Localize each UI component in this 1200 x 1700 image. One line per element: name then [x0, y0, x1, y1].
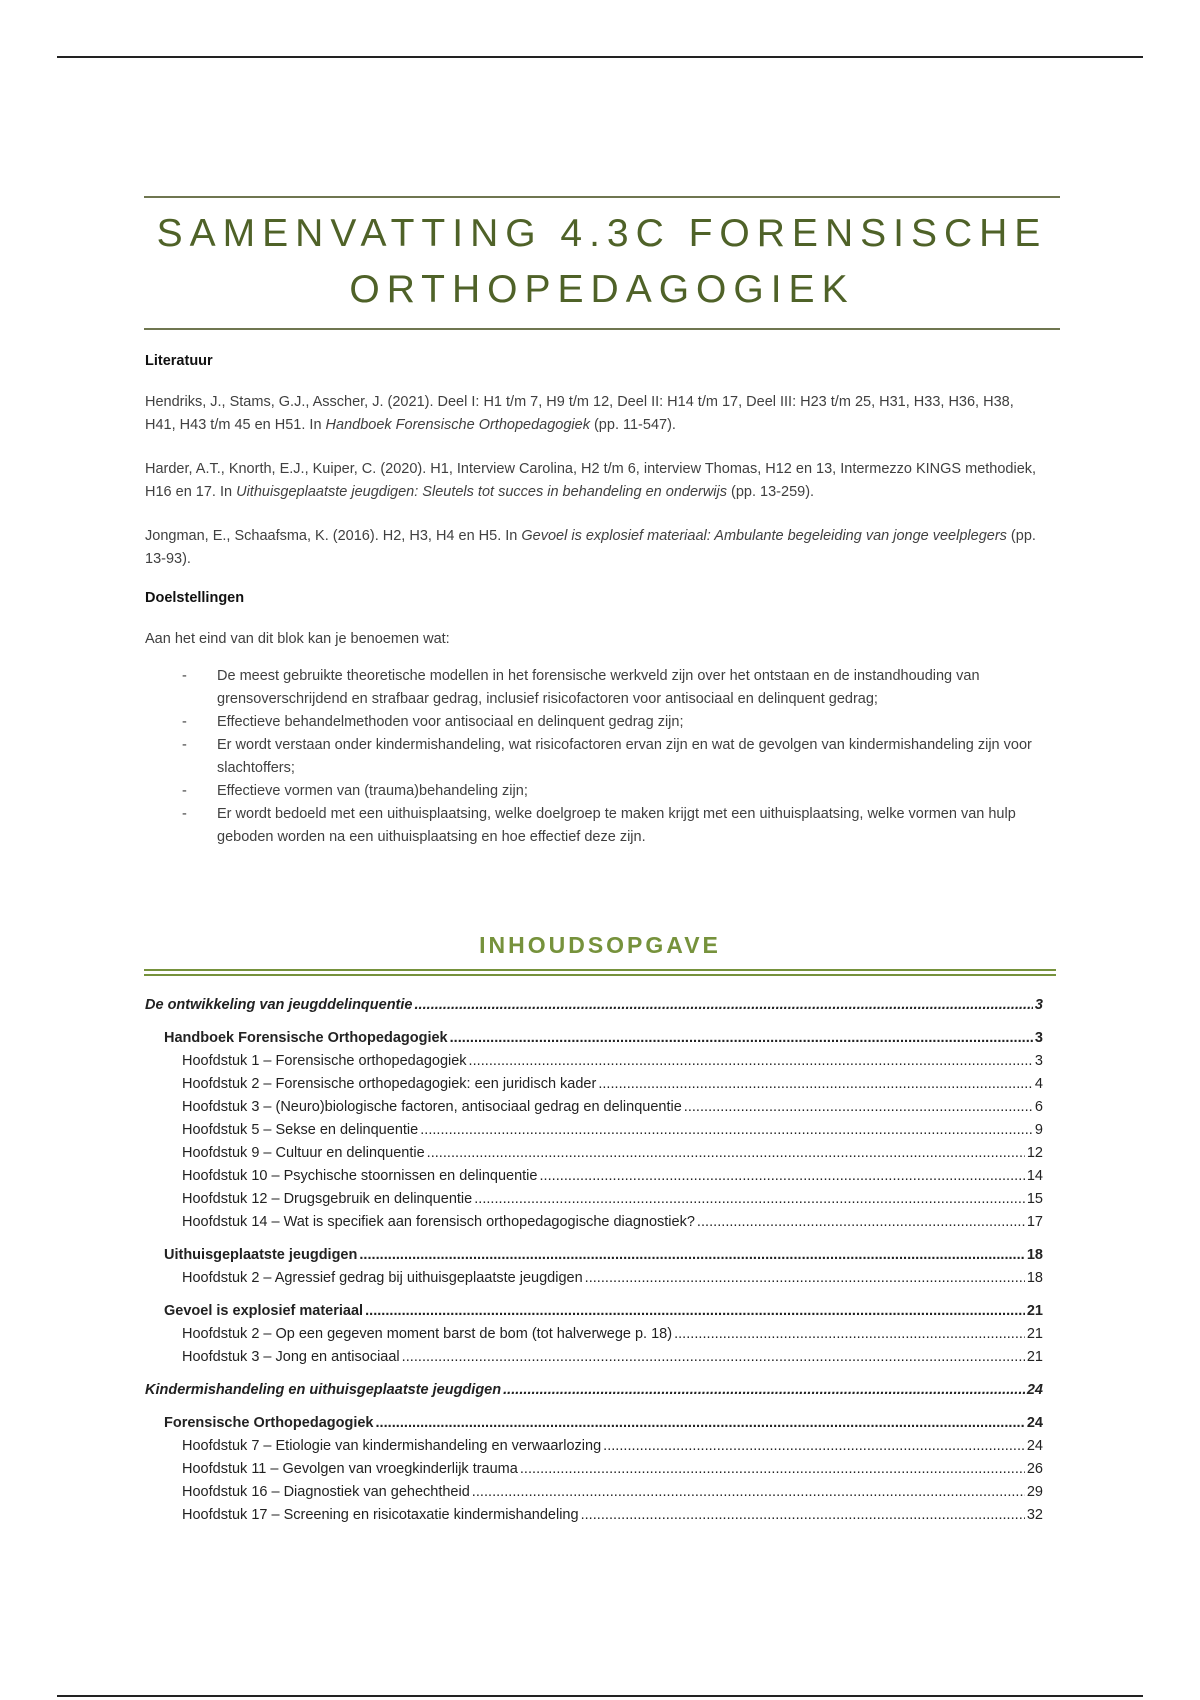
toc-entry-label: Hoofdstuk 2 – Op een gegeven moment barst de bom (tot halverwege p. 18)	[182, 1326, 673, 1342]
toc-entry-page: 24	[1026, 1382, 1043, 1398]
document-title	[144, 198, 1060, 328]
toc-entry[interactable]	[145, 1211, 1043, 1234]
literature-ref-2	[145, 458, 1045, 504]
toc-entry-label: Gevoel is explosief materiaal	[164, 1303, 364, 1319]
toc-entry-label: Hoofdstuk 1 – Forensische orthopedagogiek	[182, 1053, 467, 1069]
toc-entry-page: 4	[1034, 1076, 1043, 1092]
toc-dot-leader	[539, 1165, 1024, 1188]
list-dash: -	[182, 806, 187, 822]
toc-entry[interactable]	[145, 1435, 1043, 1458]
goal-text: Er wordt bedoeld met een uithuisplaatsing, welke doelgroep te maken krijgt met een uithuisplaatsing, welke vormen van hulp geboden worden na een uithuisplaatsing en hoe effectief deze zijn.	[217, 806, 1016, 845]
toc-entry[interactable]	[145, 1412, 1043, 1435]
toc-entry[interactable]	[145, 1027, 1043, 1050]
toc-entry[interactable]	[145, 1458, 1043, 1481]
ref-book-title: Uithuisgeplaatste jeugdigen: Sleutels tot succes in behandeling en onderwijs	[236, 484, 727, 500]
toc-entry-page: 14	[1026, 1168, 1043, 1184]
toc-rule	[144, 969, 1056, 976]
toc-dot-leader	[581, 1504, 1025, 1527]
toc-entry[interactable]	[145, 1244, 1043, 1267]
toc-dot-leader	[376, 1412, 1025, 1435]
toc-entry-label: Uithuisgeplaatste jeugdigen	[164, 1247, 358, 1263]
toc-entry[interactable]	[145, 1346, 1043, 1369]
goals-heading: Doelstellingen	[145, 590, 245, 606]
ref-book-title: Handboek Forensische Orthopedagogiek	[325, 417, 590, 433]
goal-text: Er wordt verstaan onder kindermishandeling, wat risicofactoren ervan zijn en wat de gevolgen van kindermishandeling zijn voor slachtoffers;	[217, 737, 1032, 776]
ref-pages: (pp. 13-93).	[145, 528, 1036, 567]
toc-entry[interactable]	[145, 1050, 1043, 1073]
toc-dot-leader	[474, 1188, 1025, 1211]
toc-entry[interactable]	[145, 1379, 1043, 1402]
toc-dot-leader	[365, 1300, 1025, 1323]
toc-entry-label: Hoofdstuk 5 – Sekse en delinquentie	[182, 1122, 419, 1138]
toc-entry-page: 3	[1034, 1030, 1043, 1046]
toc-entry-label: Hoofdstuk 14 – Wat is specifiek aan forensisch orthopedagogische diagnostiek?	[182, 1214, 695, 1230]
toc-entry-page: 12	[1026, 1145, 1043, 1161]
goal-text: De meest gebruikte theoretische modellen in het forensische werkveld zijn over het ontstaan en de instandhouding van grensoverschrijdend en strafbaar gedrag, inclusief risicofactoren voor antisociaal en delinquent gedrag;	[217, 668, 980, 707]
toc-entry-page: 3	[1034, 997, 1043, 1013]
toc-entry-page: 21	[1026, 1349, 1043, 1365]
toc-entry-page: 18	[1026, 1270, 1043, 1286]
toc-entry[interactable]	[145, 1073, 1043, 1096]
toc-entry-label: Hoofdstuk 16 – Diagnostiek van gehechtheid	[182, 1484, 470, 1500]
toc-entry-label: Forensische Orthopedagogiek	[164, 1415, 374, 1431]
toc-entry-label: Kindermishandeling en uithuisgeplaatste jeugdigen	[145, 1382, 502, 1398]
ref-pages: (pp. 11-547).	[589, 417, 676, 433]
toc-entry-page: 3	[1034, 1053, 1043, 1069]
toc-dot-leader	[420, 1119, 1033, 1142]
ref-book-title: Gevoel is explosief materiaal: Ambulante begeleiding van jonge veelplegers	[521, 528, 1007, 544]
list-item	[145, 803, 1045, 849]
toc-entry-page: 9	[1034, 1122, 1043, 1138]
toc-entry-label: De ontwikkeling van jeugddelinquentie	[145, 997, 413, 1013]
toc-entry-page: 24	[1026, 1415, 1043, 1431]
toc-dot-leader	[503, 1379, 1025, 1402]
ref-text: Harder, A.T., Knorth, E.J., Kuiper, C. (2020). H1, Interview Carolina, H2 t/m 6, interview Thomas, H12 en 13, Intermezzo KINGS methodiek, H16 en 17. In	[145, 461, 1037, 500]
toc-entry-label: Hoofdstuk 3 – (Neuro)biologische factoren, antisociaal gedrag en delinquentie	[182, 1099, 682, 1115]
toc-entry-page: 18	[1026, 1247, 1043, 1263]
toc-entry-page: 6	[1034, 1099, 1043, 1115]
page-header-rule	[57, 56, 1143, 58]
toc-entry[interactable]	[145, 1481, 1043, 1504]
toc-dot-leader	[598, 1073, 1033, 1096]
toc-entry[interactable]	[145, 1142, 1043, 1165]
literature-ref-1	[145, 391, 1045, 437]
toc-dot-leader	[603, 1435, 1025, 1458]
goals-intro: Aan het eind van dit blok kan je benoemen wat:	[145, 631, 450, 647]
toc-entry-label: Hoofdstuk 10 – Psychische stoornissen en delinquentie	[182, 1168, 538, 1184]
toc-entry-label: Hoofdstuk 7 – Etiologie van kindermishandeling en verwaarlozing	[182, 1438, 602, 1454]
toc-entry-page: 15	[1026, 1191, 1043, 1207]
toc-dot-leader	[414, 994, 1032, 1017]
title-bottom-rule	[144, 328, 1060, 330]
goals-list	[145, 665, 1045, 849]
toc-entry-page: 21	[1026, 1326, 1043, 1342]
toc-entry[interactable]	[145, 1267, 1043, 1290]
toc-entry[interactable]	[145, 1300, 1043, 1323]
toc-entry[interactable]	[145, 1096, 1043, 1119]
title-block	[144, 196, 1060, 330]
toc-entry-page: 17	[1026, 1214, 1043, 1230]
toc-entry-label: Hoofdstuk 3 – Jong en antisociaal	[182, 1349, 400, 1365]
toc-entry-label: Hoofdstuk 2 – Agressief gedrag bij uithuisgeplaatste jeugdigen	[182, 1270, 583, 1286]
toc-entry-label: Hoofdstuk 9 – Cultuur en delinquentie	[182, 1145, 425, 1161]
toc-entry-page: 24	[1026, 1438, 1043, 1454]
ref-text: Jongman, E., Schaafsma, K. (2016). H2, H3, H4 en H5. In	[145, 528, 522, 544]
toc-dot-leader	[472, 1481, 1025, 1504]
toc-entry-label: Hoofdstuk 17 – Screening en risicotaxatie kindermishandeling	[182, 1507, 579, 1523]
toc-entry-page: 32	[1026, 1507, 1043, 1523]
toc-dot-leader	[585, 1267, 1025, 1290]
toc-entry-page: 21	[1026, 1303, 1043, 1319]
toc-entry-label: Hoofdstuk 2 – Forensische orthopedagogiek: een juridisch kader	[182, 1076, 597, 1092]
list-item	[145, 665, 1045, 711]
toc-entry-page: 29	[1026, 1484, 1043, 1500]
table-of-contents	[145, 994, 1043, 1527]
toc-dot-leader	[427, 1142, 1025, 1165]
toc-dot-leader	[359, 1244, 1025, 1267]
toc-dot-leader	[520, 1458, 1025, 1481]
toc-dot-leader	[697, 1211, 1025, 1234]
list-item	[145, 780, 1045, 803]
list-item	[145, 711, 1045, 734]
toc-entry[interactable]	[145, 1165, 1043, 1188]
list-item	[145, 734, 1045, 780]
toc-dot-leader	[469, 1050, 1033, 1073]
list-dash: -	[182, 737, 187, 753]
document-title-line-2: ORTHOPEDAGOGIEK	[349, 268, 855, 311]
list-dash: -	[182, 783, 187, 799]
ref-text: Hendriks, J., Stams, G.J., Asscher, J. (2021). Deel I: H1 t/m 7, H9 t/m 12, Deel II: H14 t/m 17, Deel III: H23 t/m 25, H31, H33, H36, H38, H41, H43 t/m 45 en H51. In	[145, 394, 1014, 433]
toc-entry[interactable]	[145, 1119, 1043, 1142]
page-footer-rule	[57, 1695, 1143, 1697]
toc-entry[interactable]	[145, 1188, 1043, 1211]
goal-text: Effectieve behandelmethoden voor antisociaal en delinquent gedrag zijn;	[217, 714, 684, 730]
toc-entry[interactable]	[145, 1504, 1043, 1527]
list-dash: -	[182, 714, 187, 730]
list-dash: -	[182, 668, 187, 684]
goal-text: Effectieve vormen van (trauma)behandeling zijn;	[217, 783, 528, 799]
toc-dot-leader	[450, 1027, 1033, 1050]
toc-entry-label: Hoofdstuk 11 – Gevolgen van vroegkinderlijk trauma	[182, 1461, 518, 1477]
toc-dot-leader	[674, 1323, 1025, 1346]
document-title-line-1: SAMENVATTING 4.3C FORENSISCHE	[156, 212, 1048, 255]
toc-dot-leader	[684, 1096, 1033, 1119]
toc-dot-leader	[402, 1346, 1025, 1369]
toc-entry-label: Hoofdstuk 12 – Drugsgebruik en delinquentie	[182, 1191, 473, 1207]
literature-heading: Literatuur	[145, 353, 213, 369]
front-matter	[145, 350, 1045, 849]
ref-pages: (pp. 13-259).	[727, 484, 815, 500]
toc-entry[interactable]	[145, 1323, 1043, 1346]
toc-entry-page: 26	[1026, 1461, 1043, 1477]
toc-title: INHOUDSOPGAVE	[479, 932, 721, 958]
toc-entry-label: Handboek Forensische Orthopedagogiek	[164, 1030, 448, 1046]
literature-ref-3	[145, 525, 1045, 571]
toc-entry[interactable]	[145, 994, 1043, 1017]
